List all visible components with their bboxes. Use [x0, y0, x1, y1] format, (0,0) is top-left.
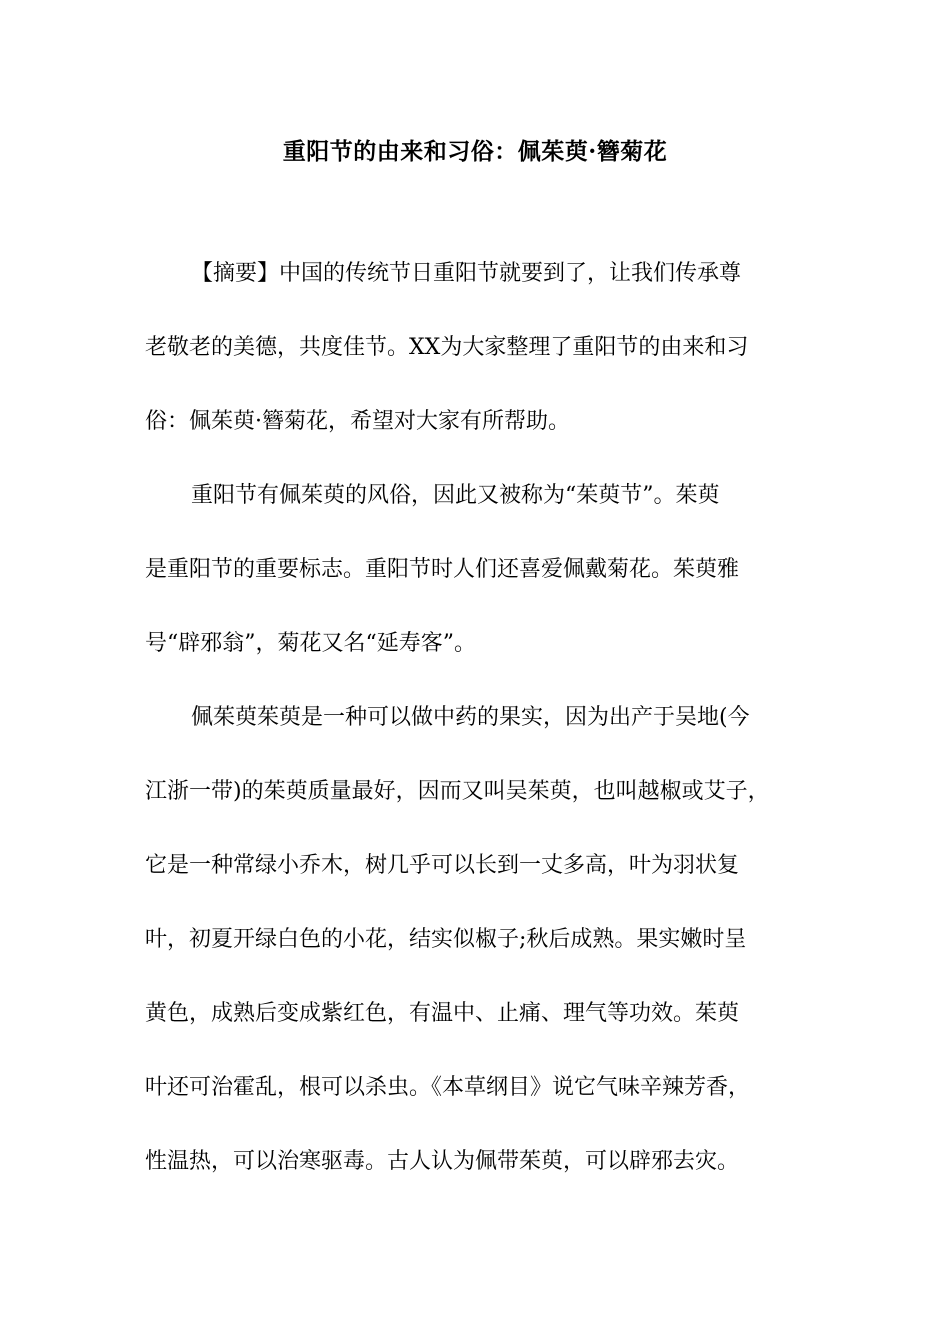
text-line: 性温热，可以治寒驱毒。古人认为佩带茱萸，可以辟邪去灾。 — [145, 1149, 740, 1174]
paragraph-summary — [145, 237, 835, 459]
text-line: 俗：佩茱萸·簪菊花，希望对大家有所帮助。 — [145, 409, 570, 434]
text-line: 【摘要】中国的传统节日重阳节就要到了，让我们传承尊 — [191, 261, 742, 286]
text-line: 叶还可治霍乱，根可以杀虫。《本草纲目》说它气味辛辣芳香， — [145, 1075, 751, 1100]
text-line: 重阳节有佩茱萸的风俗，因此又被称为“茱萸节”。茱萸 — [191, 483, 720, 508]
paragraph-custom — [145, 459, 835, 681]
text-line: 老敬老的美德，共度佳节。XX为大家整理了重阳节的由来和习 — [145, 335, 749, 360]
text-line: 它是一种常绿小乔木，树几乎可以长到一丈多高，叶为羽状复 — [145, 853, 740, 878]
text-line: 黄色，成熟后变成紫红色，有温中、止痛、理气等功效。茱萸 — [145, 1001, 740, 1026]
text-line: 叶，初夏开绿白色的小花，结实似椒子;秋后成熟。果实嫩时呈 — [145, 927, 747, 952]
text-line: 是重阳节的重要标志。重阳节时人们还喜爱佩戴菊花。茱萸雅 — [145, 557, 740, 582]
document-title: 重阳节的由来和习俗：佩茱萸·簪菊花 — [282, 138, 668, 165]
text-line: 佩茱萸茱萸是一种可以做中药的果实，因为出产于吴地(今 — [191, 705, 750, 730]
paragraph-zhuyu — [145, 681, 835, 1199]
document-body — [145, 237, 835, 1199]
text-line: 江浙一带)的茱萸质量最好，因而又叫吴茱萸，也叫越椒或艾子， — [145, 779, 770, 804]
text-line: 号“辟邪翁”，菊花又名“延寿客”。 — [145, 631, 476, 656]
